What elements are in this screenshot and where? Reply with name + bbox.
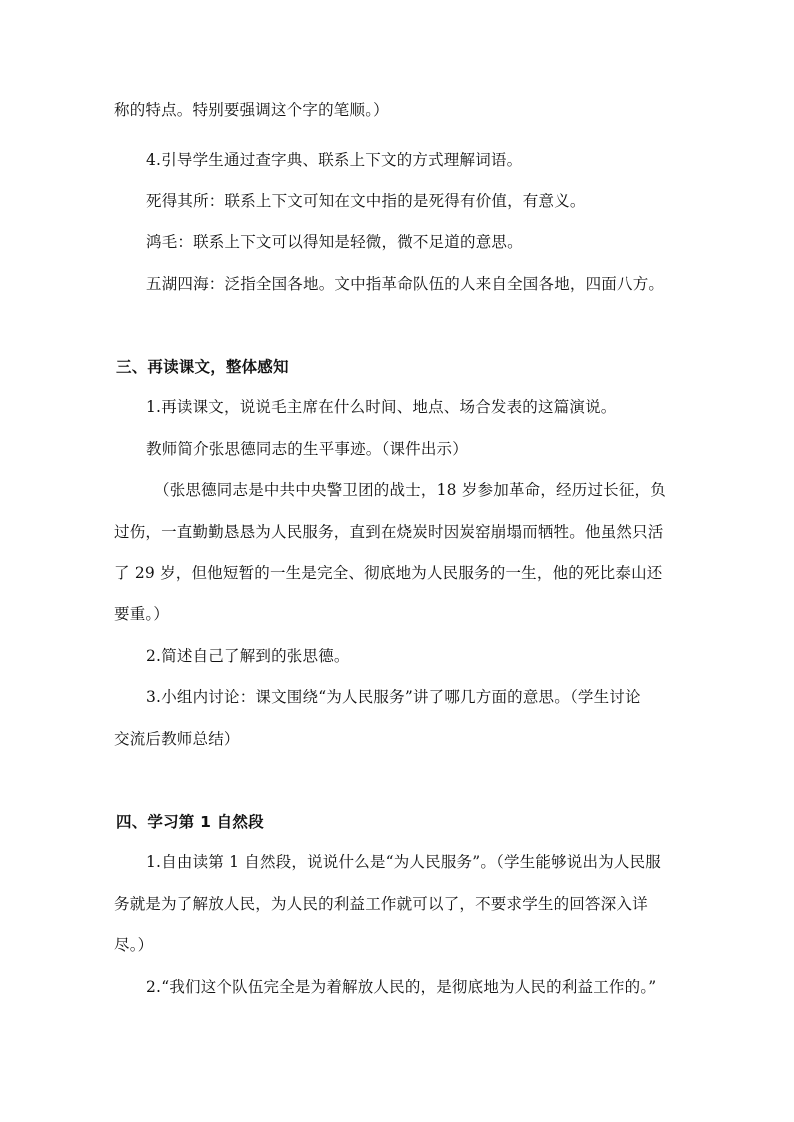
paragraph-line: 教师简介张思德同志的生平事迹。（课件出示） — [146, 440, 468, 458]
paragraph-line: （张思德同志是中共中央警卫团的战士，18 岁参加革命，经历过长征，负 — [154, 481, 666, 499]
list-item: 2.简述自己了解到的张思德。 — [146, 647, 350, 665]
paragraph-line: 交流后教师总结） — [114, 730, 240, 748]
list-item: 4.引导学生通过查字典、联系上下文的方式理解词语。 — [146, 151, 523, 169]
list-item: 3.小组内讨论：课文围绕“为人民服务”讲了哪几方面的意思。（学生讨论 — [146, 688, 641, 706]
list-item: 1.自由读第 1 自然段，说说什么是“为人民服务”。（学生能够说出为人民服 — [146, 853, 662, 871]
paragraph-line: 过伤，一直勤勤恳恳为人民服务，直到在烧炭时因炭窑崩塌而牺牲。他虽然只活 — [114, 523, 664, 541]
paragraph-line: 尽。） — [114, 936, 154, 954]
paragraph-line: 要重。） — [114, 605, 170, 623]
section-heading: 三、再读课文，整体感知 — [116, 358, 289, 376]
vocabulary-item: 五湖四海：泛指全国各地。文中指革命队伍的人来自全国各地，四面八方。 — [146, 275, 665, 293]
paragraph-line: 务就是为了解放人民，为人民的利益工作就可以了，不要求学生的回答深入详 — [114, 895, 648, 913]
vocabulary-item: 鸿毛：联系上下文可以得知是轻微，微不足道的意思。 — [146, 233, 523, 251]
vocabulary-item: 死得其所：联系上下文可知在文中指的是死得有价值，有意义。 — [146, 192, 586, 210]
list-item: 1.再读课文，说说毛主席在什么时间、地点、场合发表的这篇演说。 — [146, 398, 617, 416]
list-item: 2.“我们这个队伍完全是为着解放人民的，是彻底地为人民的利益工作的。” — [146, 978, 657, 996]
paragraph-line: 称的特点。特别要强调这个字的笔顺。） — [114, 101, 389, 119]
section-heading: 四、学习第 1 自然段 — [116, 813, 264, 831]
paragraph-line: 了 29 岁，但他短暂的一生是完全、彻底地为人民服务的一生，他的死比泰山还 — [114, 564, 663, 582]
